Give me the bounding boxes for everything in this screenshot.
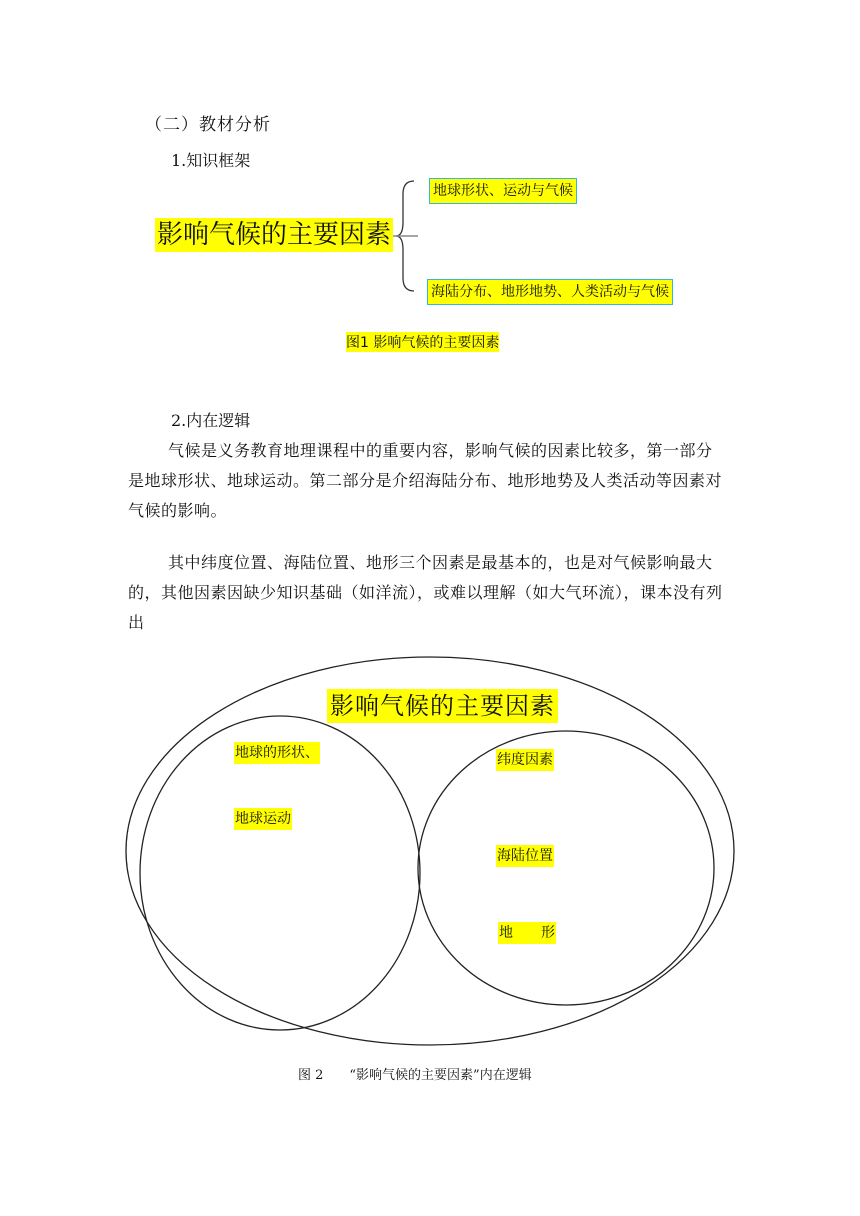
framework-branch-top: 地球形状、运动与气候 [429,178,577,204]
figure1-caption: 图1 影响气候的主要因素 [346,332,499,352]
venn-left-item: 地球运动 [234,808,292,830]
venn-title: 影响气候的主要因素 [327,689,558,723]
section-title: （二）教材分析 [145,115,271,135]
venn-left-item: 地球的形状、 [234,742,320,764]
logic-paragraph-1: 气候是义务教育地理课程中的重要内容，影响气候的因素比较多，第一部分是地球形状、地球运动。第二部分是介绍海陆分布、地形地势及人类活动等因素对气候的影响。 [128,441,723,520]
logic-heading: 2.内在逻辑 [171,411,251,430]
venn-right-item: 地 形 [498,922,556,944]
venn-right-item: 纬度因素 [496,749,554,771]
venn-right-item: 海陆位置 [496,845,554,867]
venn-right-circle [418,731,714,1005]
framework-main-title: 影响气候的主要因素 [157,220,392,250]
framework-branch-bottom: 海陆分布、地形地势、人类活动与气候 [427,279,673,305]
figure2-caption: 图 2 “影响气候的主要因素”内在逻辑 [298,1068,532,1083]
logic-paragraph-2: 其中纬度位置、海陆位置、地形三个因素是最基本的，也是对气候影响最大的，其他因素因缺少知识基础（如洋流），或难以理解（如大气环流），课本没有列出 [128,553,723,632]
framework-heading: 1.知识框架 [171,151,251,170]
